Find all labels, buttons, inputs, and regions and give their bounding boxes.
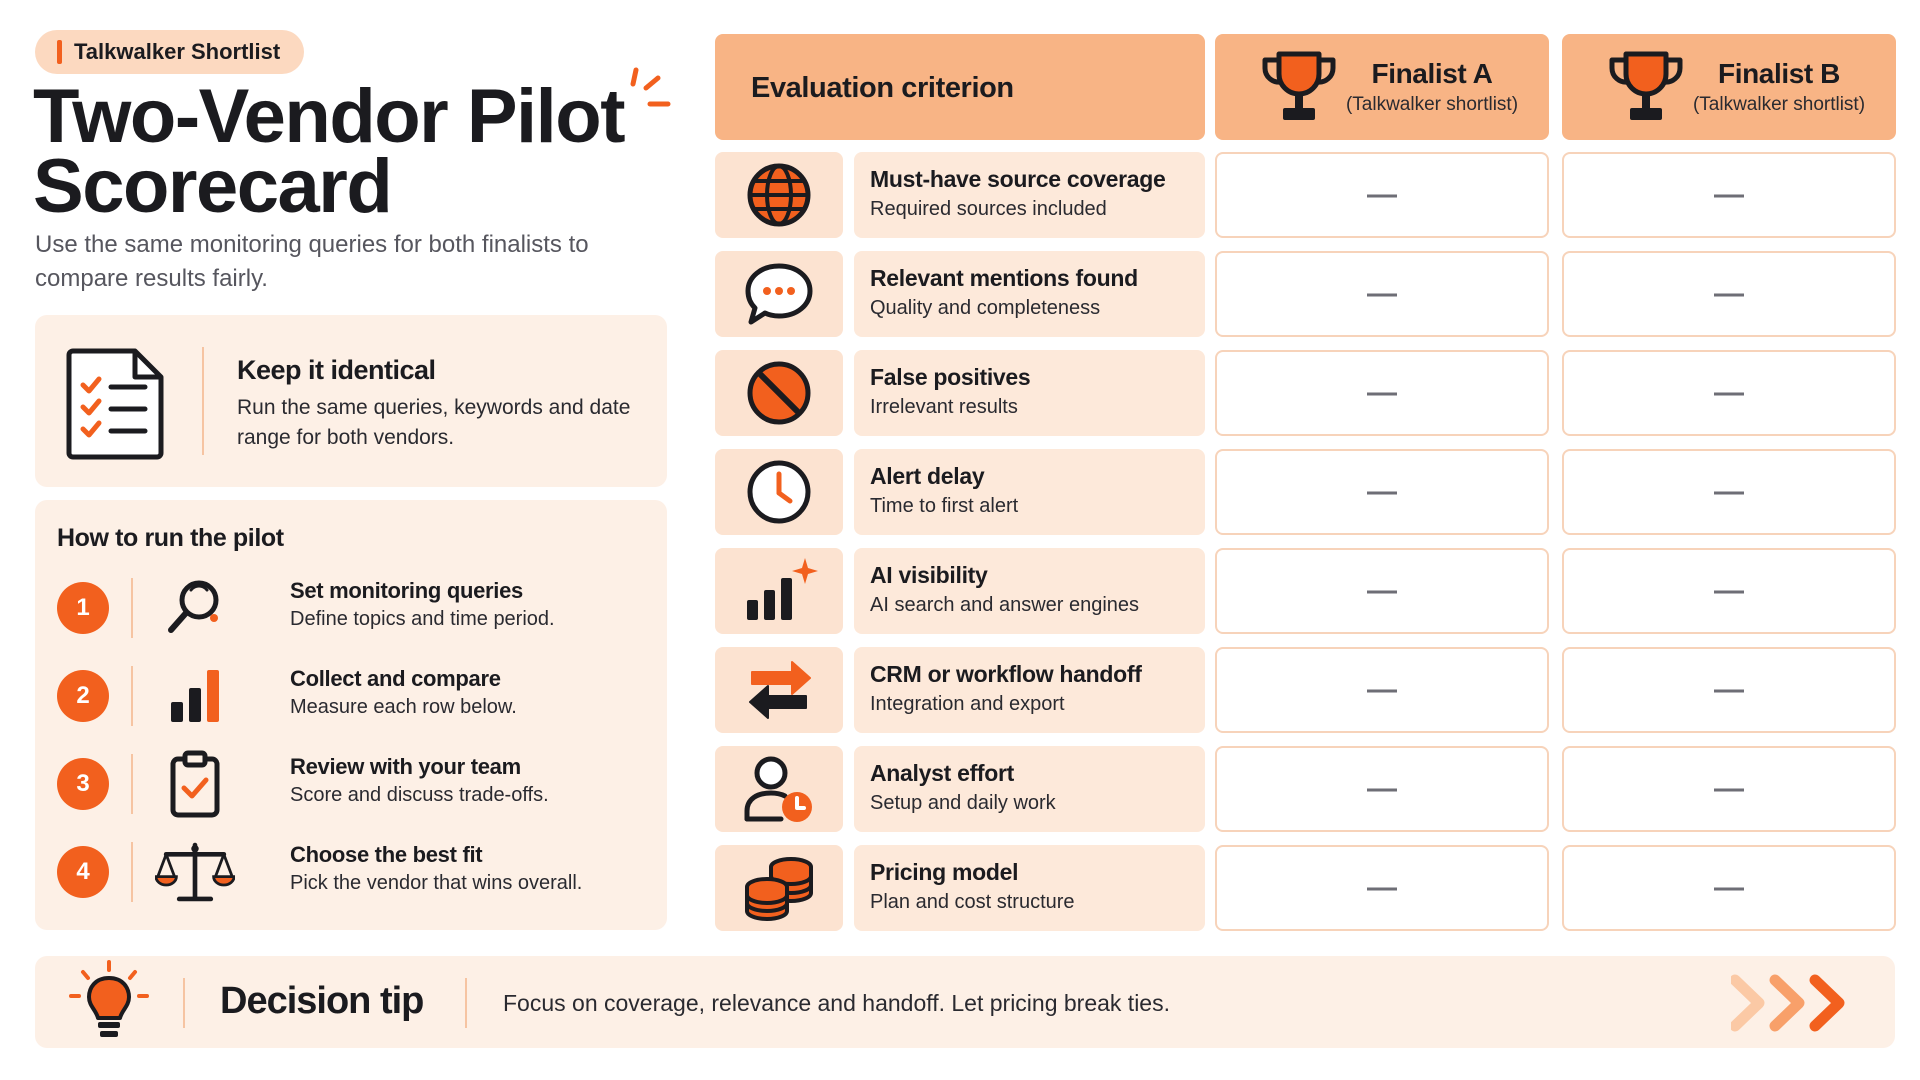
score-placeholder: — [1714,673,1744,706]
criterion-desc: Quality and completeness [870,297,1101,319]
score-placeholder: — [1714,277,1744,310]
decision-tip-text: Focus on coverage, relevance and handoff. Let pricing break ties. [503,990,1170,1016]
badge-label: Talkwalker Shortlist [74,39,281,64]
page-subtitle: Use the same monitoring queries for both finalists to compare results fairly. [35,231,589,292]
step-number: 1 [57,582,109,634]
criterion-title: False positives [870,364,1031,390]
step-2 [35,658,667,738]
score-placeholder: — [1367,871,1397,904]
bar-chart-icon [163,664,227,728]
globe-icon [744,160,814,230]
decision-tip-bar [35,956,1895,1048]
finalist-a-header [1215,34,1549,140]
step-3 [35,746,667,826]
step-desc: Score and discuss trade-offs. [290,784,549,806]
sparkle-bar-chart-icon [739,556,819,626]
criterion-title: Analyst effort [870,760,1015,786]
finalist-b-score-cell[interactable] [1562,152,1896,238]
finalist-b-score-cell[interactable] [1562,449,1896,535]
how-to-title: How to run the pilot [57,524,284,552]
finalist-a-score-cell[interactable] [1215,548,1549,634]
decision-tip-label: Decision tip [220,980,424,1022]
step-number: 3 [57,758,109,810]
finalist-a-score-cell[interactable] [1215,845,1549,931]
step-desc: Pick the vendor that wins overall. [290,872,583,894]
step-number: 2 [57,670,109,722]
criterion-row-alert-delay [715,449,1895,535]
score-placeholder: — [1714,772,1744,805]
criterion-title: Alert delay [870,463,985,489]
step-title: Review with your team [290,754,521,779]
finalist-b-score-cell[interactable] [1562,746,1896,832]
lightbulb-icon [67,960,151,1046]
coin-stack-icon [741,853,817,923]
prohibited-icon [744,358,814,428]
finalist-a-score-cell[interactable] [1215,251,1549,337]
step-desc: Define topics and time period. [290,608,555,630]
checklist-document-icon [65,345,169,461]
criterion-title: CRM or workflow handoff [870,661,1142,687]
criterion-desc: Setup and daily work [870,792,1056,814]
title-line-1: Two-Vendor Pilot [33,74,625,159]
score-placeholder: — [1367,178,1397,211]
criterion-row-relevant-mentions [715,251,1895,337]
criterion-title: Must-have source coverage [870,166,1166,192]
chat-bubble-icon [743,260,815,328]
criterion-desc: Plan and cost structure [870,891,1075,913]
criterion-row-crm-handoff [715,647,1895,733]
clipboard-check-icon [163,749,227,819]
finalist-a-score-cell[interactable] [1215,746,1549,832]
shortlist-badge [35,30,304,74]
score-placeholder: — [1714,871,1744,904]
criterion-title: AI visibility [870,562,988,588]
step-4 [35,834,667,914]
finalist-b-score-cell[interactable] [1562,350,1896,436]
finalist-a-score-cell[interactable] [1215,152,1549,238]
finalist-b-score-cell[interactable] [1562,251,1896,337]
criterion-header [715,34,1205,140]
score-placeholder: — [1367,673,1397,706]
title-line-2: Scorecard [33,144,392,229]
score-placeholder: — [1367,574,1397,607]
badge-accent-bar [57,40,62,64]
chevrons-right-icon [1731,974,1861,1032]
page-title [33,74,625,229]
step-desc: Measure each row below. [290,696,517,718]
criterion-row-pricing-model [715,845,1895,931]
keep-identical-text: Run the same queries, keywords and date range for both vendors. [237,396,631,449]
criterion-row-analyst-effort [715,746,1895,832]
criterion-row-source-coverage [715,152,1895,238]
finalist-b-score-cell[interactable] [1562,647,1896,733]
finalist-a-score-cell[interactable] [1215,350,1549,436]
step-title: Collect and compare [290,666,501,691]
score-placeholder: — [1367,376,1397,409]
criterion-row-false-positives [715,350,1895,436]
sparkle-accent-icon [628,66,674,128]
score-placeholder: — [1714,376,1744,409]
criterion-desc: Irrelevant results [870,396,1018,418]
finalist-a-score-cell[interactable] [1215,647,1549,733]
score-placeholder: — [1367,475,1397,508]
finalist-a-sub: (Talkwalker shortlist) [1345,94,1519,115]
criterion-desc: Integration and export [870,693,1065,715]
score-placeholder: — [1714,475,1744,508]
clock-icon [744,457,814,527]
magnifier-icon [163,576,227,640]
card-divider [202,347,204,455]
criterion-desc: AI search and answer engines [870,594,1140,616]
finalist-b-score-cell[interactable] [1562,548,1896,634]
score-placeholder: — [1367,277,1397,310]
finalist-b-sub: (Talkwalker shortlist) [1692,94,1866,115]
swap-arrows-icon [742,656,816,724]
criterion-header-label: Evaluation criterion [751,72,1014,104]
score-placeholder: — [1714,574,1744,607]
criterion-desc: Required sources included [870,198,1107,220]
criterion-title: Pricing model [870,859,1019,885]
step-title: Set monitoring queries [290,578,523,603]
step-title: Choose the best fit [290,842,483,867]
finalist-b-score-cell[interactable] [1562,845,1896,931]
finalist-a-score-cell[interactable] [1215,449,1549,535]
keep-identical-card [35,315,667,487]
finalist-a-name: Finalist A [1371,58,1493,89]
score-placeholder: — [1714,178,1744,211]
step-number: 4 [57,846,109,898]
finalist-b-header [1562,34,1896,140]
score-placeholder: — [1367,772,1397,805]
user-clock-icon [741,753,817,825]
keep-identical-title: Keep it identical [237,355,436,385]
scales-icon [155,837,235,907]
how-to-card [35,500,667,930]
criterion-row-ai-visibility [715,548,1895,634]
criterion-title: Relevant mentions found [870,265,1138,291]
step-1 [35,570,667,650]
criterion-desc: Time to first alert [870,495,1019,517]
finalist-b-name: Finalist B [1717,58,1840,89]
